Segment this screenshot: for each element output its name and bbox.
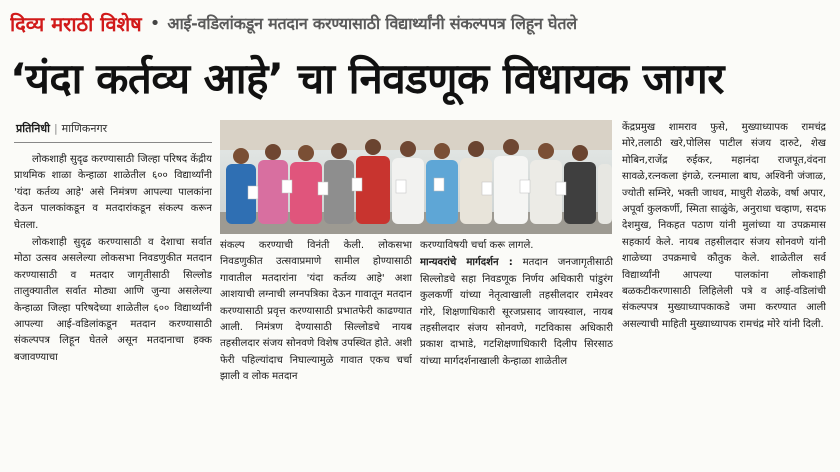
byline-place: माणिकनगर [61,122,108,135]
bullet-dot: • [149,13,161,34]
subheading: मान्यवरांचे मार्गदर्शन : [420,257,513,269]
column-1 [14,152,212,418]
byline-separator: | [53,122,58,135]
paragraph-text: मतदान जनजागृतीसाठी सिल्लोडचे सहा निवडणूक निर्णय अधिकारी पांडुरंग कुलकर्णी यांच्या नेतृत्वाखाली तहसीलदार रामेश्वर गोरे, शिक्षणाधिकारी सूरजप्रसाद जायस्वाल, नायब तहसीलदार संजय सोनवणे, गटविकास अधिकारी प्रकाश दाभाडे, गटशिक्षणाधिकारी दिलीप सिरसाठ यांच्या मार्गदर्शनाखाली केन्हाळा शाळेतील [420,257,613,367]
column-4 [622,120,826,470]
kicker-text: आई-वडिलांकडून मतदान करण्यासाठी विद्यार्थ्यांनी संकल्पपत्र लिहून घेतले [167,14,577,33]
byline-rule [14,142,212,143]
paragraph: करण्याविषयी चर्चा करू लागले. [420,240,534,251]
paragraph: लोकशाही सुदृढ करण्यासाठी जिल्हा परिषद केंद्रीय प्राथमिक शाळा केन्हाळा शाळेतील ६०० विद्यार्थ्यांनी 'यंदा कर्तव्य आहे' असे निमंत्रण आपल्या पालकांना देऊन पालकांकडून व मतदारांकडून संकल्प करून घेतला. [14,154,212,231]
group-photo-image [220,120,612,234]
news-photo [220,120,612,234]
paragraph: केंद्रप्रमुख शामराव फुसे, मुख्याध्यापक रामचंद्र मोरे,तलाठी खरे,पोलिस पाटील संजय दारुटे, शेख मोबिन,राजेंद्र रुईकर, महानंदा राजपूत,वंदना सावळे,रत्नकला इंगळे, रत्नमाला बाघ, अश्विनी जंजाळ, ज्योती सम्निरे, भक्ती जाधव, माधुरी शेळके, वर्षा अपार, अपूर्वा कुलकर्णी, स्मिता साळुंके, अनुराधा चव्हाण, सदफ देशमुख, निकहत पठाण यांनी मुलांच्या या उपक्रमास सहकार्य केले. नायब तहसीलदार संजय सोनवणे यांनी शाळेच्या उपक्रमाचे कौतुक केले. शाळेतील सर्व विद्यार्थ्यांनी आपल्या पालकांना लोकशाही बळकटीकरणासाठी लिहिलेली पत्रे व आई-वडिलांची संकल्पपत्र मुख्याध्यापकाकडे जमा करण्यात आली असल्याची माहिती मुख्याध्यापक रामचंद्र मोरे यांनी दिली. [622,122,826,330]
paragraph: संकल्प करण्याची विनंती केली. लोकसभा निवडणुकीत उत्सवाप्रमाणे सामील होण्यासाठी गावातील मतदारांना 'यंदा कर्तव्य आहे' अशा आशयाची लग्नाची लग्नपत्रिका देऊन गावातून मतदान करण्यासाठी प्रवृत्त करण्यासाठी प्रभातफेरी काढण्यात आली. निमंत्रण देण्यासाठी सिल्लोडचे नायब तहसीलदार संजय सोनवणे विशेष उपस्थित होते. अशी फेरी पहिल्यांदाच निघाल्यामुळे गावात एकच चर्चा झाली व लोक मतदान [220,240,412,383]
column-3 [420,238,613,470]
section-tag: दिव्य मराठी विशेष [10,12,142,36]
column-2 [220,238,412,462]
byline [16,120,216,138]
paragraph [420,255,613,370]
paragraph: लोकशाही सुदृढ करण्यासाठी व देशाचा सर्वात मोठा उत्सव असलेल्या लोकसभा निवडणुकीत मतदान करण्यासाठी व मतदार जागृतीसाठी सिल्लोड तालुक्यातील सर्वात मोठ्या आणि जुन्या असलेल्या केन्हाळा जिल्हा परिषदेच्या शाळेतील ६०० विद्यार्थ्यांनी आपल्या आई-वडिलांकडून मतदान करण्यासाठी संकल्पपत्र लिहून घेतले असून मतदानाचा हक्क बजावण्याचा [14,237,212,363]
byline-author: प्रतिनिधी [16,122,50,135]
kicker-line [10,6,832,42]
headline: ‘यंदा कर्तव्य आहे’ चा निवडणूक विधायक जागर [10,54,724,103]
